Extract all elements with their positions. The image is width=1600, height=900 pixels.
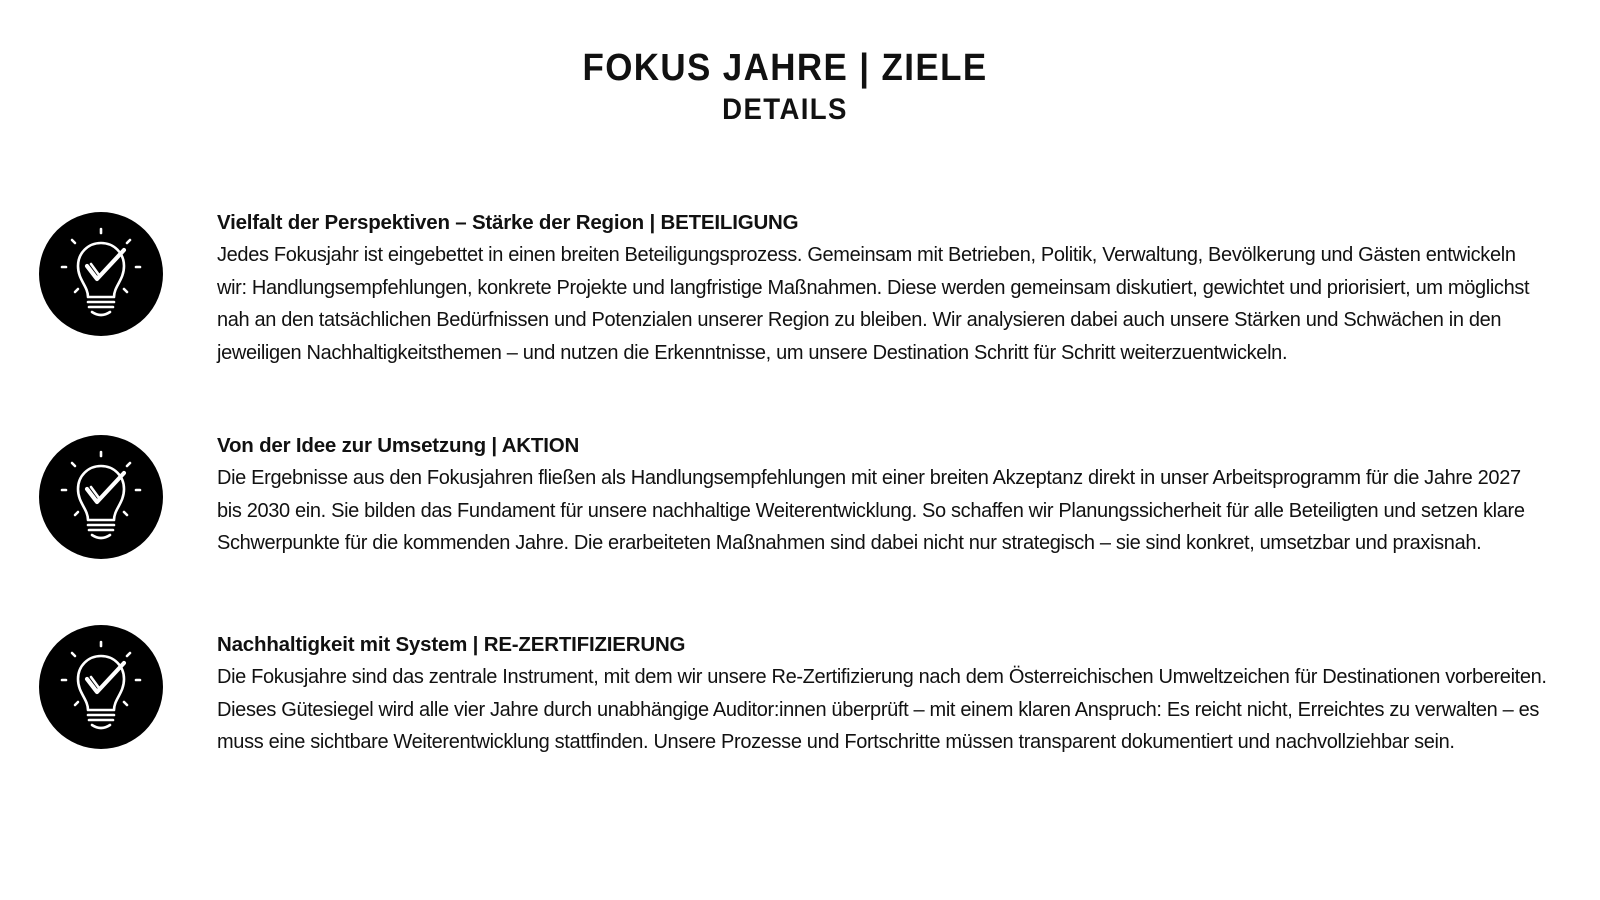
page-subtitle: DETAILS (722, 93, 848, 126)
lightbulb-check-icon (39, 435, 163, 559)
section-body: Die Fokusjahre sind das zentrale Instrument, mit dem wir unsere Re-Zertifizierung nach dem Österreichischen Umweltzeichen für Destinationen vorbereiten. Dieses Gütesiegel wird alle vier Jahre durch unabhängige Auditor:innen überprüft – mit einem klaren Anspruch: Es reicht nicht, Erreichtes zu verwalten – es muss eine sichtbare Weiterentwicklung stattfinden. Unsere Prozesse und Fortschritte müssen transparent dokumentiert und nachvollziehbar sein. (217, 666, 1547, 753)
page-title: FOKUS JAHRE | ZIELE (582, 47, 988, 89)
lightbulb-check-icon (39, 625, 163, 749)
section-heading: Nachhaltigkeit mit System | RE-ZERTIFIZIERUNG (217, 633, 686, 656)
section-text (217, 430, 1547, 560)
section-text (217, 629, 1547, 759)
section-heading: Vielfalt der Perspektiven – Stärke der Region | BETEILIGUNG (217, 211, 799, 234)
section-text (217, 207, 1547, 369)
lightbulb-check-icon (39, 212, 163, 336)
section-body: Die Ergebnisse aus den Fokusjahren fließen als Handlungsempfehlungen mit einer breiten Akzeptanz direkt in unser Arbeitsprogramm für die Jahre 2027 bis 2030 ein. Sie bilden das Fundament für unsere nachhaltige Weiterentwicklung. So schaffen wir Planungssicherheit für alle Beteiligten und setzen klare Schwerpunkte für die kommenden Jahre. Die erarbeiteten Maßnahmen sind dabei nicht nur strategisch – sie sind konkret, umsetzbar und praxisnah. (217, 467, 1525, 554)
section-heading: Von der Idee zur Umsetzung | AKTION (217, 434, 580, 457)
page-header (0, 44, 1570, 128)
section-body: Jedes Fokusjahr ist eingebettet in einen breiten Beteiligungsprozess. Gemeinsam mit Betrieben, Politik, Verwaltung, Bevölkerung und Gästen entwickeln wir: Handlungsempfehlungen, konkrete Projekte und langfristige Maßnahmen. Diese werden gemeinsam diskutiert, gewichtet und priorisiert, um möglichst nah an den tatsächlichen Bedürfnissen und Potenzialen unserer Region zu bleiben. Wir analysieren dabei auch unsere Stärken und Schwächen in den jeweiligen Nachhaltigkeitsthemen – und nutzen die Erkenntnisse, um unsere Destination Schritt für Schritt weiterzuentwickeln. (217, 244, 1530, 364)
